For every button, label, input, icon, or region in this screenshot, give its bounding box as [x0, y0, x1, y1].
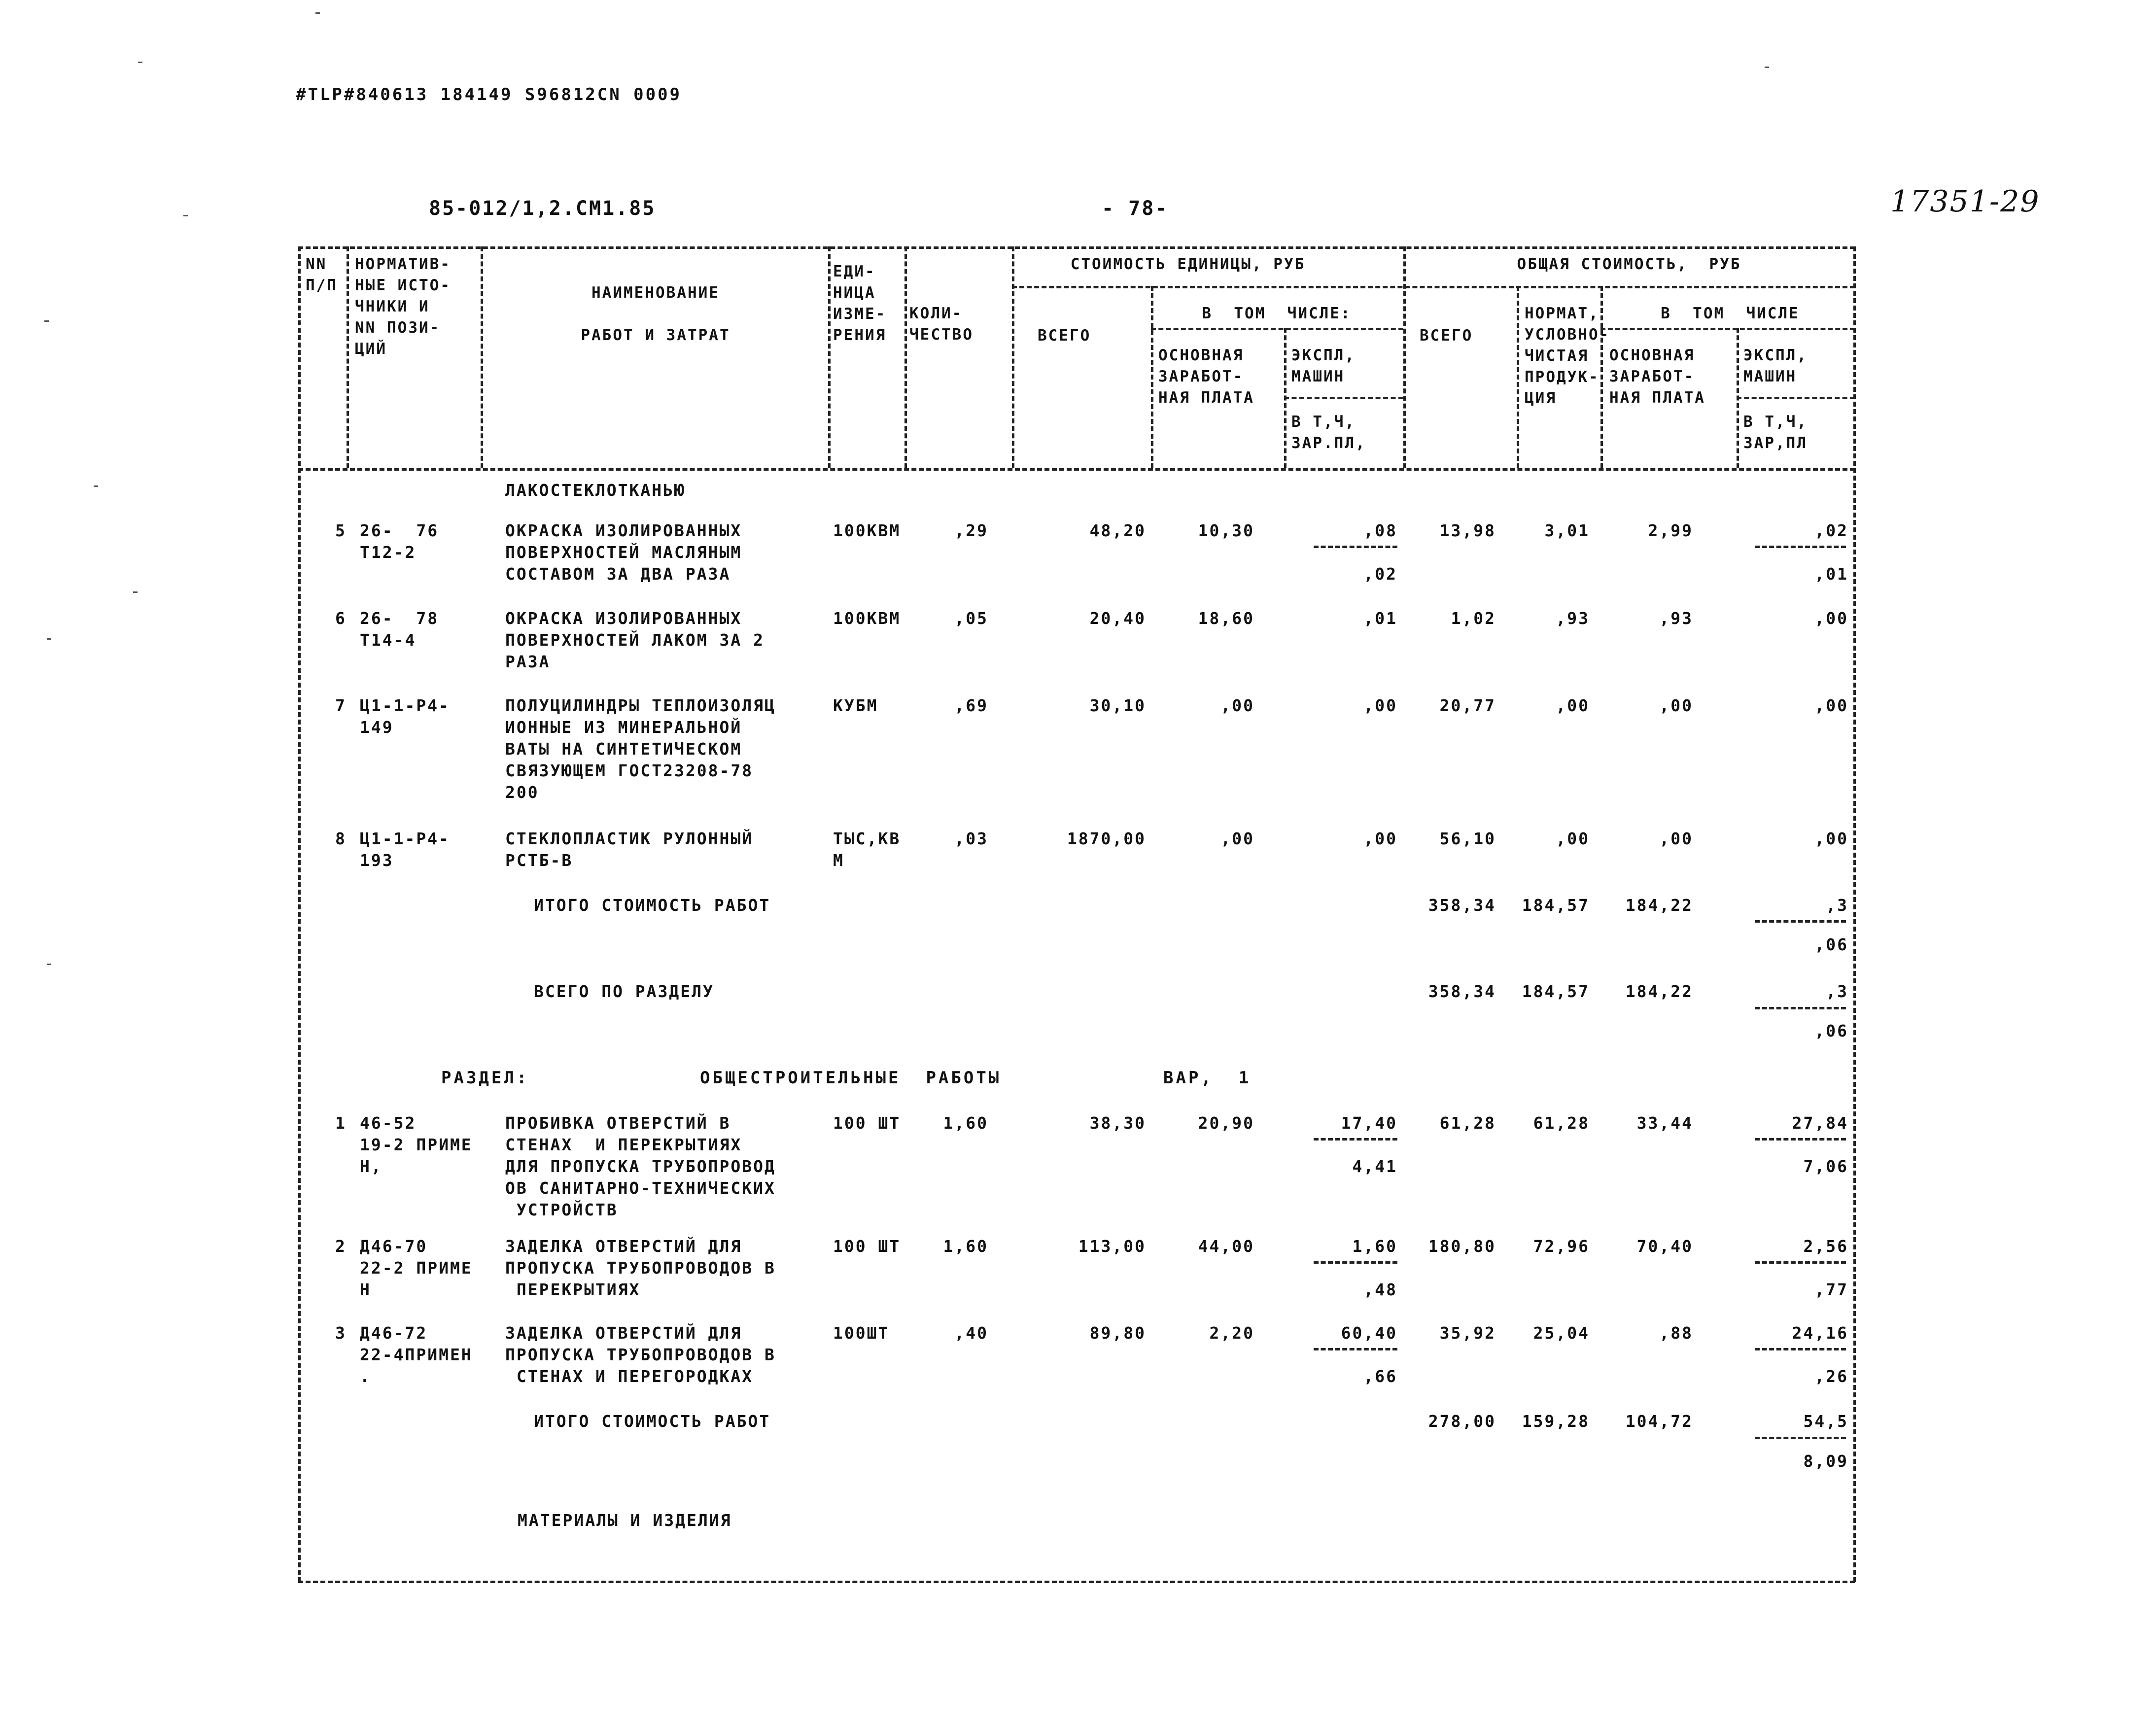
column-divider — [1012, 246, 1014, 468]
row-2-nn: 2 — [335, 1237, 347, 1256]
materials-heading: МАТЕРИАЛЫ И ИЗДЕЛИЯ — [518, 1511, 732, 1530]
cost-estimate-table — [298, 239, 1856, 1585]
row-3-unit-machine-wage: ,66 — [1363, 1367, 1397, 1386]
scan-speck — [47, 964, 51, 965]
row-1-total-machine-wage: ,01 — [1814, 564, 1848, 584]
section-total-total: 358,34 — [1428, 982, 1496, 1001]
row-2-u-wage: 44,00 — [1198, 1237, 1254, 1256]
col-header-unit-total: ВСЕГО — [1038, 327, 1091, 345]
row-2-name: ОКРАСКА ИЗОЛИРОВАННЫХ ПОВЕРХНОСТЕЙ ЛАКОМ ЗА 2 РАЗА — [505, 609, 765, 671]
row-3-name: ЗАДЕЛКА ОТВЕРСТИЙ ДЛЯ ПРОПУСКА ТРУБОПРОВОДОВ В СТЕНАХ И ПЕРЕГОРОДКАХ — [505, 1323, 776, 1386]
row-2-t-mach: ,00 — [1814, 609, 1848, 628]
row-1-qty: ,29 — [954, 521, 988, 540]
row-3-nn: 7 — [335, 696, 347, 715]
row-4-u-total: 1870,00 — [1067, 829, 1146, 848]
scan-speck — [133, 591, 138, 593]
row-2-u-wage: 18,60 — [1198, 609, 1254, 628]
row-2-t-norm: ,93 — [1556, 609, 1590, 628]
col-header-unit: ЕДИ- НИЦА ИЗМЕ- РЕНИЯ — [833, 263, 887, 344]
scan-speck — [183, 215, 188, 216]
row-1-t-norm: 61,28 — [1533, 1113, 1590, 1133]
row-2-unit-machine-wage: ,48 — [1363, 1280, 1397, 1299]
row-2-qty: ,05 — [954, 609, 988, 628]
row-3-nn: 3 — [335, 1323, 347, 1343]
row-2-norm: Д46-70 22-2 ПРИМЕ Н — [360, 1237, 473, 1299]
row-3-t-total: 35,92 — [1439, 1323, 1496, 1343]
section-total-norm: 184,57 — [1522, 982, 1590, 1001]
fraction-rule — [1755, 1138, 1846, 1141]
row-4-t-norm: ,00 — [1556, 829, 1590, 848]
row-1-u-wage: 10,30 — [1198, 521, 1254, 540]
row-1-norm: 46-52 19-2 ПРИМЕ Н, — [360, 1113, 473, 1176]
col-header-unit-cost: СТОИМОСТЬ ЕДИНИЦЫ, РУБ — [1070, 255, 1306, 273]
row-2-t-total: 180,80 — [1428, 1237, 1496, 1256]
row-3-t-mach: 24,16 — [1792, 1323, 1848, 1343]
col-header-total-wage: ОСНОВНАЯ ЗАРАБОТ- НАЯ ПЛАТА — [1609, 346, 1705, 407]
fraction-rule — [1755, 1437, 1846, 1439]
subtotal-1-norm: 184,57 — [1522, 896, 1590, 915]
row-3-qty: ,40 — [954, 1323, 988, 1343]
scan-speck — [138, 62, 142, 63]
col-header-in-that2: В ТОМ ЧИСЛЕ — [1661, 305, 1800, 322]
col-header-machine-wage: В Т,Ч, ЗАР.ПЛ, — [1291, 413, 1366, 452]
row-4-u-wage: ,00 — [1220, 829, 1254, 848]
col-header-normativ: НОРМАТИВ- НЫЕ ИСТО- ЧНИКИ И NN ПОЗИ- ЦИЙ — [355, 255, 451, 358]
row-1-name: ОКРАСКА ИЗОЛИРОВАННЫХ ПОВЕРХНОСТЕЙ МАСЛЯНЫМ СОСТАВОМ ЗА ДВА РАЗА — [505, 521, 742, 584]
row-1-norm: 26- 76 Т12-2 — [360, 521, 439, 562]
row-1-t-mach: 27,84 — [1792, 1113, 1848, 1133]
fraction-rule — [1755, 1348, 1846, 1350]
row-1-nn: 1 — [335, 1113, 347, 1133]
row-3-u-mach: 60,40 — [1341, 1323, 1397, 1343]
scan-speck — [47, 638, 51, 640]
row-3-unit: КУБМ — [833, 696, 878, 715]
row-2-u-mach: 1,60 — [1352, 1237, 1397, 1256]
row-3-t-wage: ,00 — [1659, 696, 1693, 715]
fraction-rule — [1314, 1348, 1397, 1350]
col-header-total-cost: ОБЩАЯ СТОИМОСТЬ, РУБ — [1517, 255, 1741, 273]
row-2-total-machine-wage: ,77 — [1814, 1280, 1848, 1299]
row-2-unit: 100 ШТ — [833, 1237, 901, 1256]
table-right-border — [1853, 246, 1856, 1582]
sheet-code: 85-012/1,2.CM1.85 — [429, 197, 656, 220]
col-header-machine: ЭКСПЛ, МАШИН — [1291, 346, 1356, 385]
row-3-u-wage: ,00 — [1220, 696, 1254, 715]
document-id: #TLP#840613 184149 S96812CN 0009 — [296, 85, 682, 104]
carry-over-line: ЛАКОСТЕКЛОТКАНЬЮ — [505, 481, 686, 500]
row-4-t-total: 56,10 — [1439, 829, 1496, 848]
row-1-u-wage: 20,90 — [1198, 1113, 1254, 1133]
row-4-norm: Ц1-1-Р4- 193 — [360, 829, 450, 870]
fraction-rule — [1755, 920, 1846, 923]
table-bottom-border — [298, 1581, 1855, 1583]
subtotal-1-machine-wage: ,06 — [1814, 935, 1848, 954]
fraction-rule — [1314, 1138, 1397, 1141]
row-2-t-wage: 70,40 — [1636, 1237, 1693, 1256]
row-2-t-wage: ,93 — [1659, 609, 1693, 628]
row-1-unit-machine-wage: ,02 — [1363, 564, 1397, 584]
row-2-u-total: 20,40 — [1089, 609, 1146, 628]
row-1-qty: 1,60 — [943, 1113, 988, 1133]
row-1-t-wage: 33,44 — [1636, 1113, 1693, 1133]
fraction-rule — [1755, 546, 1846, 548]
row-1-t-total: 13,98 — [1439, 521, 1496, 540]
row-1-unit: 100КВМ — [833, 521, 901, 540]
col-header-total-machine: ЭКСПЛ, МАШИН — [1743, 346, 1808, 385]
header-subdivider — [1284, 397, 1403, 399]
row-1-t-mach: ,02 — [1814, 521, 1848, 540]
row-1-total-machine-wage: 7,06 — [1803, 1157, 1848, 1176]
row-2-norm: 26- 78 Т14-4 — [360, 609, 439, 650]
col-header-total: ВСЕГО — [1420, 327, 1473, 345]
subtotal-2-machine-wage: 8,09 — [1803, 1452, 1848, 1471]
scan-speck — [44, 320, 49, 322]
subtotal-2-wage: 104,72 — [1625, 1412, 1693, 1431]
row-4-qty: ,03 — [954, 829, 988, 848]
row-4-nn: 8 — [335, 829, 347, 848]
row-1-unit-machine-wage: 4,41 — [1352, 1157, 1397, 1176]
col-header-qty: КОЛИ- ЧЕСТВО — [909, 305, 974, 344]
row-1-nn: 5 — [335, 521, 347, 540]
row-2-name: ЗАДЕЛКА ОТВЕРСТИЙ ДЛЯ ПРОПУСКА ТРУБОПРОВОДОВ В ПЕРЕКРЫТИЯХ — [505, 1237, 776, 1299]
section-total-label: ВСЕГО ПО РАЗДЕЛУ — [534, 982, 714, 1001]
header-subdivider — [1600, 328, 1855, 330]
fraction-rule — [1755, 1261, 1846, 1264]
column-divider — [904, 246, 907, 468]
row-4-name: СТЕКЛОПЛАСТИК РУЛОННЫЙ РСТБ-В — [505, 829, 754, 870]
row-1-u-total: 48,20 — [1089, 521, 1146, 540]
row-3-t-mach: ,00 — [1814, 696, 1848, 715]
row-2-t-norm: 72,96 — [1533, 1237, 1590, 1256]
column-divider — [1737, 328, 1739, 468]
col-header-wage: ОСНОВНАЯ ЗАРАБОТ- НАЯ ПЛАТА — [1158, 346, 1254, 407]
row-3-total-machine-wage: ,26 — [1814, 1367, 1848, 1386]
section-variant: ВАР, 1 — [1163, 1068, 1252, 1088]
row-4-unit: ТЫС,КВ М — [833, 829, 901, 870]
row-3-t-total: 20,77 — [1439, 696, 1496, 715]
row-1-unit: 100 ШТ — [833, 1113, 901, 1133]
scan-speck — [1765, 67, 1769, 68]
row-1-t-total: 61,28 — [1439, 1113, 1496, 1133]
subtotal-1-machine: ,3 — [1826, 896, 1848, 915]
subtotal-1-total: 358,34 — [1428, 896, 1496, 915]
row-1-u-total: 38,30 — [1089, 1113, 1146, 1133]
section-prefix: РАЗДЕЛ: — [441, 1068, 529, 1088]
subtotal-2-norm: 159,28 — [1522, 1412, 1590, 1431]
row-2-t-total: 1,02 — [1451, 609, 1496, 628]
row-4-t-mach: ,00 — [1814, 829, 1848, 848]
row-1-u-mach: 17,40 — [1341, 1113, 1397, 1133]
column-divider — [1151, 286, 1153, 468]
fraction-rule — [1755, 1007, 1846, 1009]
row-1-u-mach: ,08 — [1363, 521, 1397, 540]
row-3-name: ПОЛУЦИЛИНДРЫ ТЕПЛОИЗОЛЯЦ ИОННЫЕ ИЗ МИНЕРАЛЬНОЙ ВАТЫ НА СИНТЕТИЧЕСКОМ СВЯЗУЮЩЕМ ГОСТ23208-78 200 — [505, 696, 776, 802]
table-top-border — [298, 246, 1855, 249]
row-2-qty: 1,60 — [943, 1237, 988, 1256]
table-left-border — [298, 246, 301, 1582]
col-header-in-that: В ТОМ ЧИСЛЕ: — [1202, 305, 1352, 322]
row-4-u-mach: ,00 — [1363, 829, 1397, 848]
row-3-norm: Д46-72 22-4ПРИМЕН . — [360, 1323, 473, 1386]
column-divider — [1517, 286, 1519, 468]
subtotal-2-total: 278,00 — [1428, 1412, 1496, 1431]
column-divider — [1284, 328, 1287, 468]
subtotal-2-label: ИТОГО СТОИМОСТЬ РАБОТ — [534, 1412, 771, 1431]
column-divider — [481, 246, 483, 468]
row-3-u-wage: 2,20 — [1209, 1323, 1254, 1343]
scan-speck — [315, 12, 320, 14]
row-3-u-total: 30,10 — [1089, 696, 1146, 715]
section-total-wage: 184,22 — [1625, 982, 1693, 1001]
row-2-unit: 100КВМ — [833, 609, 901, 628]
row-2-u-mach: ,01 — [1363, 609, 1397, 628]
subtotal-2-machine: 54,5 — [1803, 1412, 1848, 1431]
row-3-unit: 100ШТ — [833, 1323, 890, 1343]
row-3-t-norm: ,00 — [1556, 696, 1590, 715]
col-header-name: НАИМЕНОВАНИЕ РАБОТ И ЗАТРАТ — [581, 284, 730, 344]
row-1-t-norm: 3,01 — [1544, 521, 1590, 540]
header-bottom-border — [298, 468, 1855, 471]
row-2-u-total: 113,00 — [1078, 1237, 1146, 1256]
col-header-norm-prod: НОРМАТ, УСЛОВНО- ЧИСТАЯ ПРОДУК- ЦИЯ — [1525, 305, 1610, 407]
scan-speck — [94, 485, 98, 487]
col-header-total-machine-wage: В Т,Ч, ЗАР,ПЛ — [1743, 413, 1808, 452]
column-divider — [828, 246, 831, 468]
section-total-machine: ,3 — [1826, 982, 1848, 1001]
section-title: ОБЩЕСТРОИТЕЛЬНЫЕ РАБОТЫ — [700, 1068, 1002, 1088]
row-1-t-wage: 2,99 — [1648, 521, 1693, 540]
page-number: - 78- — [1102, 197, 1169, 220]
handwritten-note: 17351-29 — [1890, 184, 2040, 219]
row-3-t-wage: ,88 — [1659, 1323, 1693, 1343]
row-2-t-mach: 2,56 — [1803, 1237, 1848, 1256]
row-1-name: ПРОБИВКА ОТВЕРСТИЙ В СТЕНАХ И ПЕРЕКРЫТИЯХ ДЛЯ ПРОПУСКА ТРУБОПРОВОД ОВ САНИТАРНО-ТЕХНИЧЕСКИХ УСТРОЙСТВ — [505, 1113, 776, 1219]
section-total-machine-wage: ,06 — [1814, 1021, 1848, 1040]
column-divider — [1403, 246, 1406, 468]
row-4-t-wage: ,00 — [1659, 829, 1693, 848]
header-subdivider — [1737, 397, 1855, 399]
row-3-u-total: 89,80 — [1089, 1323, 1146, 1343]
subtotal-1-wage: 184,22 — [1625, 896, 1693, 915]
fraction-rule — [1314, 546, 1397, 548]
row-3-qty: ,69 — [954, 696, 988, 715]
row-3-norm: Ц1-1-Р4- 149 — [360, 696, 450, 737]
row-3-u-mach: ,00 — [1363, 696, 1397, 715]
header-subdivider — [1012, 286, 1855, 288]
column-divider — [347, 246, 349, 468]
col-header-nn: NN П/П — [306, 255, 338, 294]
header-subdivider — [1151, 328, 1403, 330]
subtotal-1-label: ИТОГО СТОИМОСТЬ РАБОТ — [534, 896, 771, 915]
row-3-t-norm: 25,04 — [1533, 1323, 1590, 1343]
row-2-nn: 6 — [335, 609, 347, 628]
fraction-rule — [1314, 1261, 1397, 1264]
